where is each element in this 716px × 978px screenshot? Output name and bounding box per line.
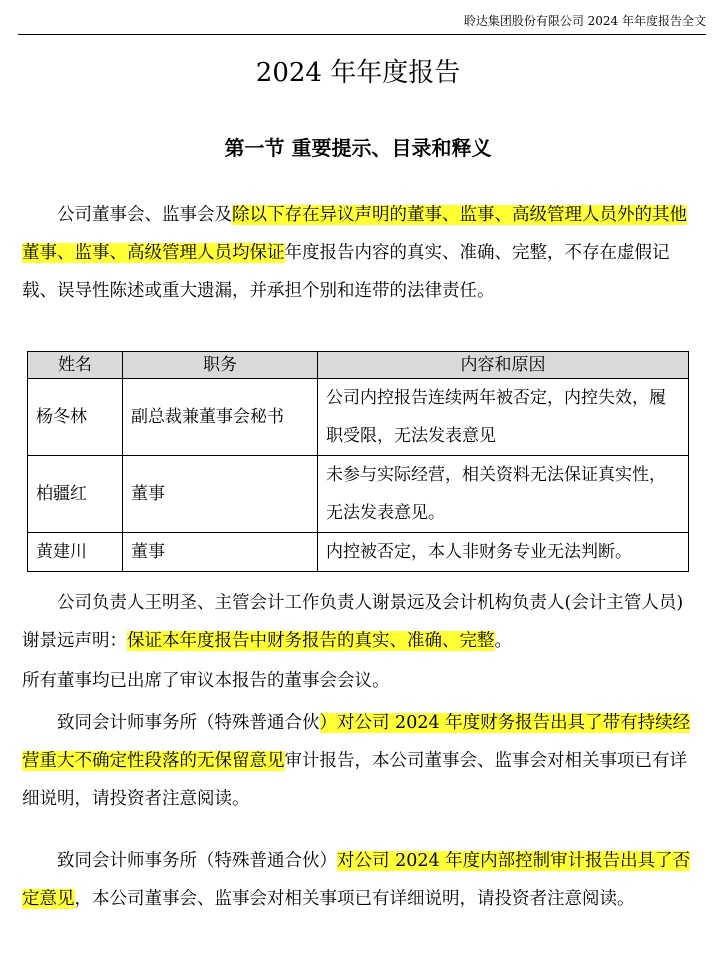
table-row bbox=[28, 379, 689, 456]
paragraph-financial-audit bbox=[22, 704, 694, 818]
cell-reason: 公司内控报告连续两年被否定，内控失效，履职受限，无法发表意见 bbox=[318, 379, 689, 456]
column-header-reason: 内容和原因 bbox=[318, 352, 689, 379]
header-text: 聆达集团股份有限公司 2024 年年度报告全文 bbox=[463, 14, 706, 28]
cell-name: 柏疆红 bbox=[28, 456, 123, 533]
dissent-table bbox=[27, 351, 689, 572]
para1-text-post: 年度报告内容的真实、准确、完整，不存在虚假记载、误导性陈述或重大遗漏，并承担个别和连带的法律责任。 bbox=[22, 243, 670, 301]
paragraph-responsible-persons bbox=[22, 584, 694, 660]
cell-reason: 内控被否定，本人非财务专业无法判断。 bbox=[318, 533, 689, 572]
column-header-name: 姓名 bbox=[28, 352, 123, 379]
para1-highlight: 除以下存在异议声明的董事、监事、高级管理人员外的其他董事、监事、高级管理人员均保证 bbox=[22, 205, 687, 263]
table-row bbox=[28, 456, 689, 533]
para4-text-pre: 致同会计师事务所（特殊普通合伙 bbox=[57, 713, 320, 733]
para4-text-post: 审计报告，本公司董事会、监事会对相关事项已有详细说明，请投资者注意阅读。 bbox=[22, 751, 687, 809]
para4-highlight: ）对公司 2024 年度财务报告出具了带有持续经营重大不确定性段落的无保留意见 bbox=[22, 713, 691, 771]
paragraph-internal-control-audit bbox=[22, 842, 694, 918]
para2-text-post: 。 bbox=[494, 631, 512, 651]
page-header bbox=[18, 4, 706, 35]
para2-text-pre: 公司负责人王明圣、主管会计工作负责人谢景远及会计机构负责人(会计主管人员)谢景远声明： bbox=[22, 593, 684, 651]
table-header-row bbox=[28, 352, 689, 379]
table-row bbox=[28, 533, 689, 572]
paragraph-board-statement bbox=[22, 196, 694, 310]
section-title: 第一节 重要提示、目录和释义 bbox=[224, 136, 492, 160]
para2-highlight: 保证本年度报告中财务报告的真实、准确、完整 bbox=[127, 631, 495, 651]
cell-name: 杨冬林 bbox=[28, 379, 123, 456]
column-header-position: 职务 bbox=[123, 352, 318, 379]
cell-position: 董事 bbox=[123, 533, 318, 572]
cell-name: 黄建川 bbox=[28, 533, 123, 572]
cell-position: 董事 bbox=[123, 456, 318, 533]
cell-reason: 未参与实际经营，相关资料无法保证真实性，无法发表意见。 bbox=[318, 456, 689, 533]
para1-text-pre: 公司董事会、监事会及 bbox=[57, 205, 232, 225]
para5-text-pre: 致同会计师事务所（特殊普通合伙） bbox=[57, 851, 337, 871]
cell-position: 副总裁兼董事会秘书 bbox=[123, 379, 318, 456]
para5-highlight: 对公司 2024 年度内部控制审计报告出具了否定意见 bbox=[22, 851, 691, 909]
paragraph-directors-attendance: 所有董事均已出席了审议本报告的董事会会议。 bbox=[22, 671, 390, 691]
report-title: 2024 年年度报告 bbox=[255, 58, 461, 88]
para5-text-post: ，本公司董事会、监事会对相关事项已有详细说明，请投资者注意阅读。 bbox=[74, 889, 635, 909]
